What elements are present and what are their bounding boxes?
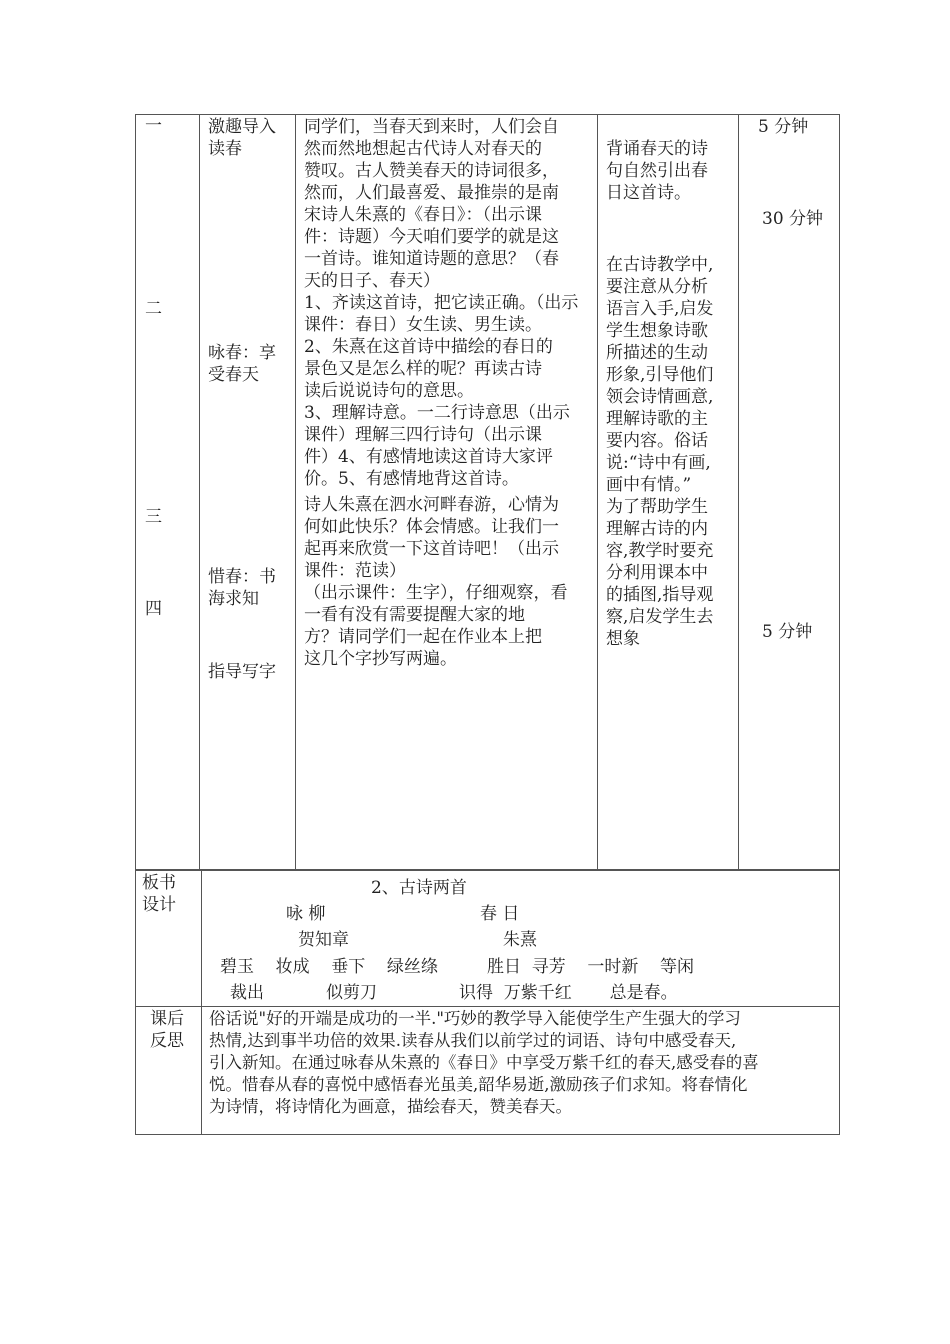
intent-line: 语言入手,启发 <box>606 299 714 319</box>
content-line: 赞叹。古人赞美春天的诗词很多， <box>304 161 559 181</box>
content-line: 宋诗人朱熹的《春日》：（出示课 <box>304 205 542 225</box>
time-step-2: 30 分钟 <box>762 209 824 229</box>
content-line: 景色又是怎么样的呢？再读古诗 <box>304 359 542 379</box>
board-row1-left: 碧玉 妆成 垂下 绿丝绦 <box>220 957 438 977</box>
content-line: 价。5、有感情地背这首诗。 <box>304 469 519 489</box>
content-line: 然而然地想起古代诗人对春天的 <box>304 139 542 159</box>
design-intent-2 <box>606 254 738 650</box>
intent-line: 想象 <box>606 629 640 649</box>
content-line: 课件：春日）女生读、男生读。 <box>304 315 542 335</box>
intent-line: 要内容。俗话 <box>606 431 708 451</box>
reflection-line: 悦。惜春从春的喜悦中感悟春光虽美,韶华易逝,激励孩子们求知。将春情化 <box>209 1075 748 1094</box>
table-border-bottom <box>135 1134 840 1135</box>
content-line: 读后说说诗句的意思。 <box>304 381 474 401</box>
intent-line: 的插图,指导观 <box>606 585 714 605</box>
content-line: 课件：范读） <box>304 561 406 581</box>
intent-line: 画中有情。” <box>606 475 692 495</box>
step-number-3: 三 <box>145 507 162 527</box>
intent-line: 形象,引导他们 <box>606 365 714 385</box>
reflection-text <box>209 1008 839 1118</box>
col-divider-lower <box>201 870 202 1135</box>
content-line: 这几个字抄写两遍。 <box>304 649 457 669</box>
content-line: 件）4、有感情地读这首诗大家评 <box>304 447 553 467</box>
intent-line: 领会诗情画意, <box>606 387 714 407</box>
content-line: 3、理解诗意。一二行诗意思（出示 <box>304 403 570 423</box>
table-border-right <box>839 114 840 1135</box>
table-border-top <box>135 114 840 115</box>
time-step-1: 5 分钟 <box>758 117 809 137</box>
col-divider-1 <box>199 114 200 871</box>
intent-line: 理解古诗的内 <box>606 519 708 539</box>
intent-line: 理解诗歌的主 <box>606 409 708 429</box>
intent-line: 所描述的生动 <box>606 343 708 363</box>
row-divider-reflection <box>135 1006 840 1007</box>
step-title-3: 惜春：书海求知 <box>208 567 276 609</box>
intent-line: 学生想象诗歌 <box>606 321 708 341</box>
content-line: 然而，人们最喜爱、最推崇的是南 <box>304 183 559 203</box>
intent-line: 为了帮助学生 <box>606 497 708 517</box>
intent-line: 背诵春天的诗 <box>606 139 708 159</box>
content-line: 方？请同学们一起在作业本上把 <box>304 627 542 647</box>
reflection-label: 课后反思 <box>150 1009 184 1051</box>
reflection-line: 引入新知。在通过咏春从朱熹的《春日》中享受万紫千红的春天,感受春的喜 <box>209 1053 759 1072</box>
board-row2-mid: 似剪刀 <box>326 983 377 1003</box>
board-author2: 朱熹 <box>503 930 537 950</box>
step-number-4: 四 <box>145 599 162 619</box>
reflection-line: 俗话说"好的开端是成功的一半."巧妙的教学导入能使学生产生强大的学习 <box>209 1009 741 1028</box>
board-row2-right: 识得 万紫千红 总是春。 <box>459 983 678 1003</box>
content-line: 2、朱熹在这首诗中描绘的春日的 <box>304 337 553 357</box>
teaching-content <box>304 116 594 670</box>
content-line: 起再来欣赏一下这首诗吧！（出示 <box>304 539 559 559</box>
col-divider-2 <box>295 114 296 870</box>
row-divider-board <box>135 869 840 871</box>
content-line: 一看有没有需要提醒大家的地 <box>304 605 525 625</box>
col-divider-4 <box>738 114 739 870</box>
intent-line: 要注意从分析 <box>606 277 708 297</box>
intent-line: 察,启发学生去 <box>606 607 714 627</box>
content-line: 同学们，当春天到来时，人们会自 <box>304 117 559 137</box>
intent-line: 句自然引出春 <box>606 161 708 181</box>
reflection-line: 为诗情，将诗情化为画意，描绘春天，赞美春天。 <box>209 1097 572 1116</box>
step-title-1: 激趣导入读春 <box>208 117 276 159</box>
col-divider-3 <box>597 114 598 870</box>
content-line: 一首诗。谁知道诗题的意思？（春 <box>304 249 559 269</box>
table-border-left <box>135 114 136 1135</box>
content-line: 件：诗题）今天咱们要学的就是这 <box>304 227 559 247</box>
content-line: （出示课件：生字），仔细观察，看 <box>304 583 568 603</box>
board-poem1-title: 咏 柳 <box>286 904 326 924</box>
board-author1: 贺知章 <box>298 930 349 950</box>
intent-line: 说:“诗中有画, <box>606 453 711 473</box>
content-line: 1、齐读这首诗，把它读正确。（出示 <box>304 293 579 313</box>
board-row1-right: 胜日 寻芳 一时新 等闲 <box>487 957 695 977</box>
time-step-4: 5 分钟 <box>762 622 813 642</box>
board-row2-left: 裁出 <box>230 983 264 1003</box>
content-line: 何如此快乐？体会情感。让我们一 <box>304 517 559 537</box>
step-title-4: 指导写字 <box>208 662 276 682</box>
step-number-1: 一 <box>145 116 162 136</box>
content-line: 天的日子、春天） <box>304 271 440 291</box>
content-line: 课件）理解三四行诗句（出示课 <box>304 425 542 445</box>
intent-line: 分利用课本中 <box>606 563 708 583</box>
step-number-2: 二 <box>145 299 162 319</box>
reflection-line: 热情,达到事半功倍的效果.读春从我们以前学过的词语、诗句中感受春天, <box>209 1031 737 1050</box>
design-intent-1 <box>606 138 736 204</box>
intent-line: 日这首诗。 <box>606 183 691 203</box>
intent-line: 容,教学时要充 <box>606 541 714 561</box>
intent-line: 在古诗教学中, <box>606 255 714 275</box>
board-title: 2、古诗两首 <box>371 878 467 898</box>
board-label: 板书设计 <box>142 873 176 915</box>
board-poem2-title: 春 日 <box>480 904 520 924</box>
content-line: 诗人朱熹在泗水河畔春游，心情为 <box>304 495 559 515</box>
step-title-2: 咏春：享受春天 <box>208 343 276 385</box>
